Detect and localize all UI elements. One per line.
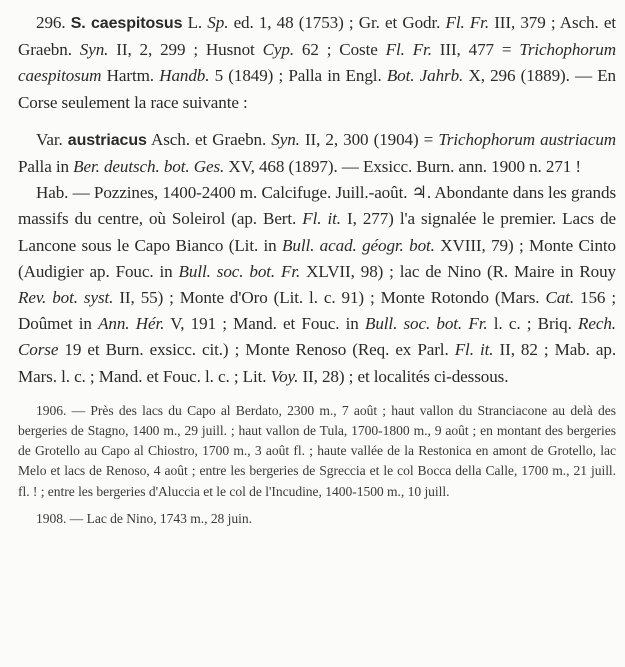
citation-title: Cat.: [545, 288, 575, 308]
habitat-paragraph: [18, 180, 616, 390]
citation-text: II, 2, 300 (1904) =: [299, 129, 439, 149]
habitat-text: Hab. — Pozzines, 1400-2400 m. Calcifuge. Juill.-août. ♃. Abondante dans les grands massifs du centre, où Soleirol (ap. Bert.: [18, 183, 616, 229]
citation-title: Rev. bot. syst.: [18, 288, 114, 308]
species-number: 296.: [36, 13, 66, 32]
citation-text: III, 379 ; Asch. et Graebn.: [18, 13, 616, 60]
citation-title: Ber. deutsch. bot. Ges.: [73, 157, 225, 177]
habitat-text: l. c. ; Briq.: [487, 314, 579, 334]
citation-title: Bull. soc. bot. Fr.: [178, 261, 301, 281]
citation-text: XV, 468 (1897). — Exsicc. Burn. ann. 1900 n. 271 !: [224, 157, 582, 177]
variety-label: Var.: [36, 129, 68, 149]
citation-text: 62 ; Coste: [294, 40, 386, 60]
citation-text: II, 2, 299 ; Husnot: [108, 40, 263, 60]
citation-title: Fl. it.: [454, 340, 494, 360]
citation-text: X, 296 (1889). — En Corse seulement la race suivante :: [18, 66, 616, 112]
habitat-text: XLVII, 98) ; lac de Nino (R. Maire in Rouy: [300, 261, 616, 281]
variety-name: austriacus: [67, 131, 147, 149]
record-1906: 1906. — Près des lacs du Capo al Berdato, 2300 m., 7 août ; haut vallon du Stranciacone au delà des bergeries de Stagno, 1400 m., 29 juill. ; haut vallon de Tula, 1700-1800 m., 9 août ; en montant des bergeries de Grotello au Capo al Chiostro, 1700 m., 3 août fl. ; haute vallée de la Restonica en amont de Grotello, lac Melo et lacs de Renoso, 4 août ; entre les bergeries de Sgreccia et le col Bocca della Calle, 1700 m., 21 juill. fl. ! ; entre les bergeries d'Aluccia et le col de l'Incudine, 1400-1500 m., 10 juill.: [18, 402, 616, 499]
habitat-text: II, 55) ; Monte d'Oro (Lit. l. c. 91) ; Monte Rotondo (Mars.: [113, 288, 546, 308]
citation-title: Fl. Fr.: [445, 13, 490, 32]
citation-text: Palla in: [18, 157, 74, 177]
citation-title: Handb.: [159, 66, 210, 86]
citation-title: Bot. Jahrb.: [386, 66, 464, 86]
citation-title: Bull. soc. bot. Fr.: [364, 314, 488, 334]
citation-title: Syn.: [271, 129, 300, 149]
citation-text: Asch. et Graebn.: [146, 129, 272, 149]
habitat-text: 19 et Burn. exsicc. cit.) ; Monte Renoso (Req. ex Parl.: [58, 340, 455, 360]
species-entry: [18, 10, 616, 116]
citation-title: Sp.: [207, 13, 229, 32]
citation-title: Cyp.: [262, 40, 294, 60]
habitat-text: II, 82 ; Mab. ap. Mars. l. c. ; Mand. et Fouc. l. c. ; Lit.: [18, 340, 616, 386]
citation-title: Fl. Fr.: [385, 40, 432, 60]
citation-text: 5 (1849) ; Palla in Engl.: [209, 66, 387, 86]
habitat-text: 156 ; Doûmet in: [18, 288, 616, 334]
habitat-text: II, 28) ; et localités ci-dessous.: [298, 366, 509, 386]
document-page: [18, 10, 616, 529]
habitat-text: V, 191 ; Mand. et Fouc. in: [164, 314, 365, 334]
synonym-name: Trichophorum caespitosum: [18, 40, 616, 86]
synonym-name: Trichophorum austriacum: [438, 129, 617, 149]
record-1908: 1908. — Lac de Nino, 1743 m., 28 juin.: [36, 510, 252, 526]
citation-text: ed. 1, 48 (1753) ; Gr. et Godr.: [228, 13, 446, 32]
citation-title: Voy.: [270, 366, 299, 386]
habitat-text: I, 277) l'a signalée le premier. Lacs de Lancone sous le Capo Bianco (Lit. in: [18, 209, 617, 255]
citation-title: Syn.: [79, 40, 109, 60]
citation-text: Hartm.: [101, 66, 160, 86]
citation-text: III, 477 =: [431, 40, 520, 60]
citation-title: Rech. Corse: [18, 314, 616, 360]
citation-text: L.: [182, 13, 208, 32]
variety-entry: [18, 127, 616, 180]
citation-title: Ann. Hér.: [98, 314, 165, 334]
citation-title: Fl. it.: [302, 209, 341, 229]
habitat-text: XVIII, 79) ; Monte Cinto (Audigier ap. Fouc. in: [18, 235, 616, 281]
citation-title: Bull. acad. géogr. bot.: [282, 235, 435, 255]
species-name: S. caespitosus: [70, 15, 183, 32]
